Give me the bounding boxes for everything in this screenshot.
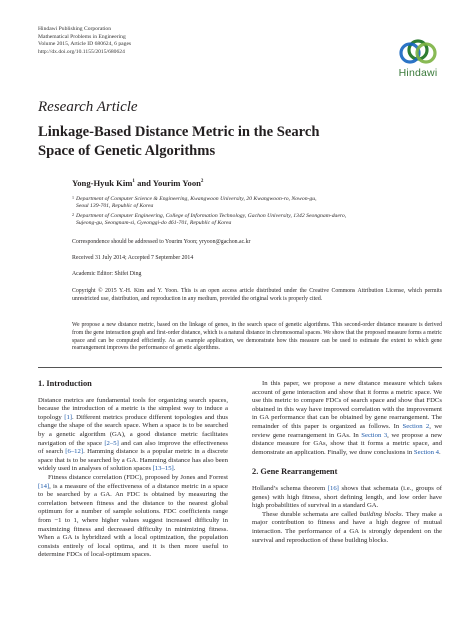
paragraph [252,511,442,545]
article-title [38,123,418,161]
text-run: shows that schemata (i.e., groups of genes) with high fitness, short defining length, and low order have high probabilities of survival in a standard GA. [252,484,442,510]
doi-link[interactable]: http://dx.doi.org/10.1155/2015/680624 [38,48,125,55]
text-run: , is a measure of the effectiveness of a distance metric in a space to be searched by a GA. An FDC is obtained by measuring the correlation between fitness and the distance to the nearest global optimum for a number of sample solutions. FDC coefficients range from −1 to 1, where higher values suggest increased difficulty in maximizing fitness and decreased difficulty in minimizing fitness. When a GA is hybridized with a local optimization, the population consists entirely of local optima, and it is then more useful to determine FDCs of local-optimum spaces. [38,482,228,559]
affiliation-number: 1 [72,195,74,200]
author-name: Yourim Yoon [152,178,201,188]
text-run: These durable schemata are called [262,510,360,518]
reference-link[interactable]: [14] [38,482,50,490]
text-run: and can also improve the effectiveness of search [38,439,228,456]
affiliation-marker: 2 [200,179,204,185]
affiliation-line: Seoul 139-701, Republic of Korea [76,203,154,210]
author-name: Yong-Hyuk Kim [72,178,133,188]
received-dates: Received 31 July 2014; Accepted 7 September 2014 [72,255,194,261]
paragraph [252,380,442,457]
abstract: We propose a new distance metric, based on the linkage of genes, in the search space of genetic algorithms. This second-order distance measure is derived from the gene interaction graph and first-order distance, which is a natural distance in chromosomal spaces. We show that the proposed measure forms a metric space and can be computed efficiently. As an example application, we demonstrate how this measure can be used to estimate the extent to which gene rearrangement improves the performance of genetic algorithms. [72,322,442,352]
journal-name: Mathematical Problems in Engineering [38,33,126,40]
right-column [252,380,442,545]
affiliation [72,196,442,211]
abstract-divider [38,367,442,368]
text-run: . [173,465,176,473]
affiliation-line: Department of Computer Science & Engineering, Kwangwoon University, 20 Kwangwoon-ro, Nowon-gu, [76,196,317,202]
text-run: . [438,448,441,456]
hindawi-logo-text: Hindawi [398,67,438,79]
author-list [72,178,203,188]
text-run: . Hamming distance is a popular metric in a discrete space that is to be searched by a GA. Hamming distance has also been widely used in analyses of solution spaces [38,448,228,473]
reference-link[interactable]: Section 4 [413,448,439,456]
reference-link[interactable]: Section 2 [402,422,430,430]
text-run: , we propose a new distance measure for GAs, show that it forms a metric space, and demonstrate an application. Finally, we draw conclusions in [252,431,442,456]
left-column [38,380,228,560]
text-run: In this paper, we propose a new distance measure which takes account of gene interaction and show that it forms a metric space. We use this metric to compare FDCs of search space and show that FDCs obtained in this way have improved correlation with the improvement in GA performance that can be obtained by gene rearrangement. The remainder of this paper is organized as follows. In [252,380,442,430]
affiliations [72,196,442,228]
correspondence: Correspondence should be addressed to Yourim Yoon; yryoon@gachon.ac.kr [72,239,251,245]
academic-editor: Academic Editor: Shifei Ding [72,271,142,277]
text-run: . They make a major contribution to fitness and have a high degree of mutual interaction. The performance of a GA is strongly dependent on the survival and reproduction of these building blocks. [252,510,442,544]
paragraph [38,397,228,474]
text-run: building blocks [359,510,402,518]
paragraph [38,474,228,560]
author-connector: and [134,178,153,188]
affiliation [72,213,442,228]
volume-info: Volume 2015, Article ID 680624, 6 pages [38,41,132,48]
affiliation-line: Department of Computer Engineering, College of Information Technology, Gachon University, 1342 Seongnam-daero, [76,212,347,219]
copyright-notice: Copyright © 2015 Y.-H. Kim and Y. Yoon. This is an open access article distributed under the Creative Commons Attribution License, which permits unrestricted use, distribution, and reproduction in any medium, provided the original work is properly cited. [72,288,442,302]
reference-link[interactable]: [2–5] [104,439,119,447]
reference-link[interactable]: [16] [327,484,339,492]
reference-link[interactable]: Section 3 [361,431,388,439]
reference-link[interactable]: [6–12] [65,448,84,456]
reference-link[interactable]: [1] [64,413,73,421]
reference-link[interactable]: [13–15] [152,465,174,473]
affiliation-line: Sujeong-gu, Seongnam-si, Gyeonggi-do 461-701, Republic of Korea [76,220,232,227]
text-run: Distance metrics are fundamental tools for organizing search spaces, because the introduction of a metric is the simplest way to induce a topology [38,396,228,421]
article-type: Research Article [38,99,138,115]
text-run: Fitness distance correlation (FDC), proposed by Jones and Forrest [48,473,228,481]
text-run: Holland’s schema theorem [252,484,328,492]
text-run: , we review gene rearrangement in GAs. In [252,422,442,439]
text-run: . Different metrics produce different topologies and thus change the shape of the search space. When a space is to be searched by a genetic algorithm (GA), a good distance metric facilitates navigation of the space [38,413,228,447]
paragraph [252,485,442,511]
publisher-name: Hindawi Publishing Corporation [38,26,112,32]
affiliation-number: 2 [72,211,74,217]
journal-header [38,26,131,56]
title-line-1: Linkage-Based Distance Metric in the Search [38,124,320,140]
hindawi-logo-icon [392,36,444,88]
section-heading: 1. Introduction [38,379,92,388]
affiliation-marker: 1 [132,179,135,185]
title-line-2: Space of Genetic Algorithms [38,143,216,159]
section-heading: 2. Gene Rearrangement [252,467,338,477]
